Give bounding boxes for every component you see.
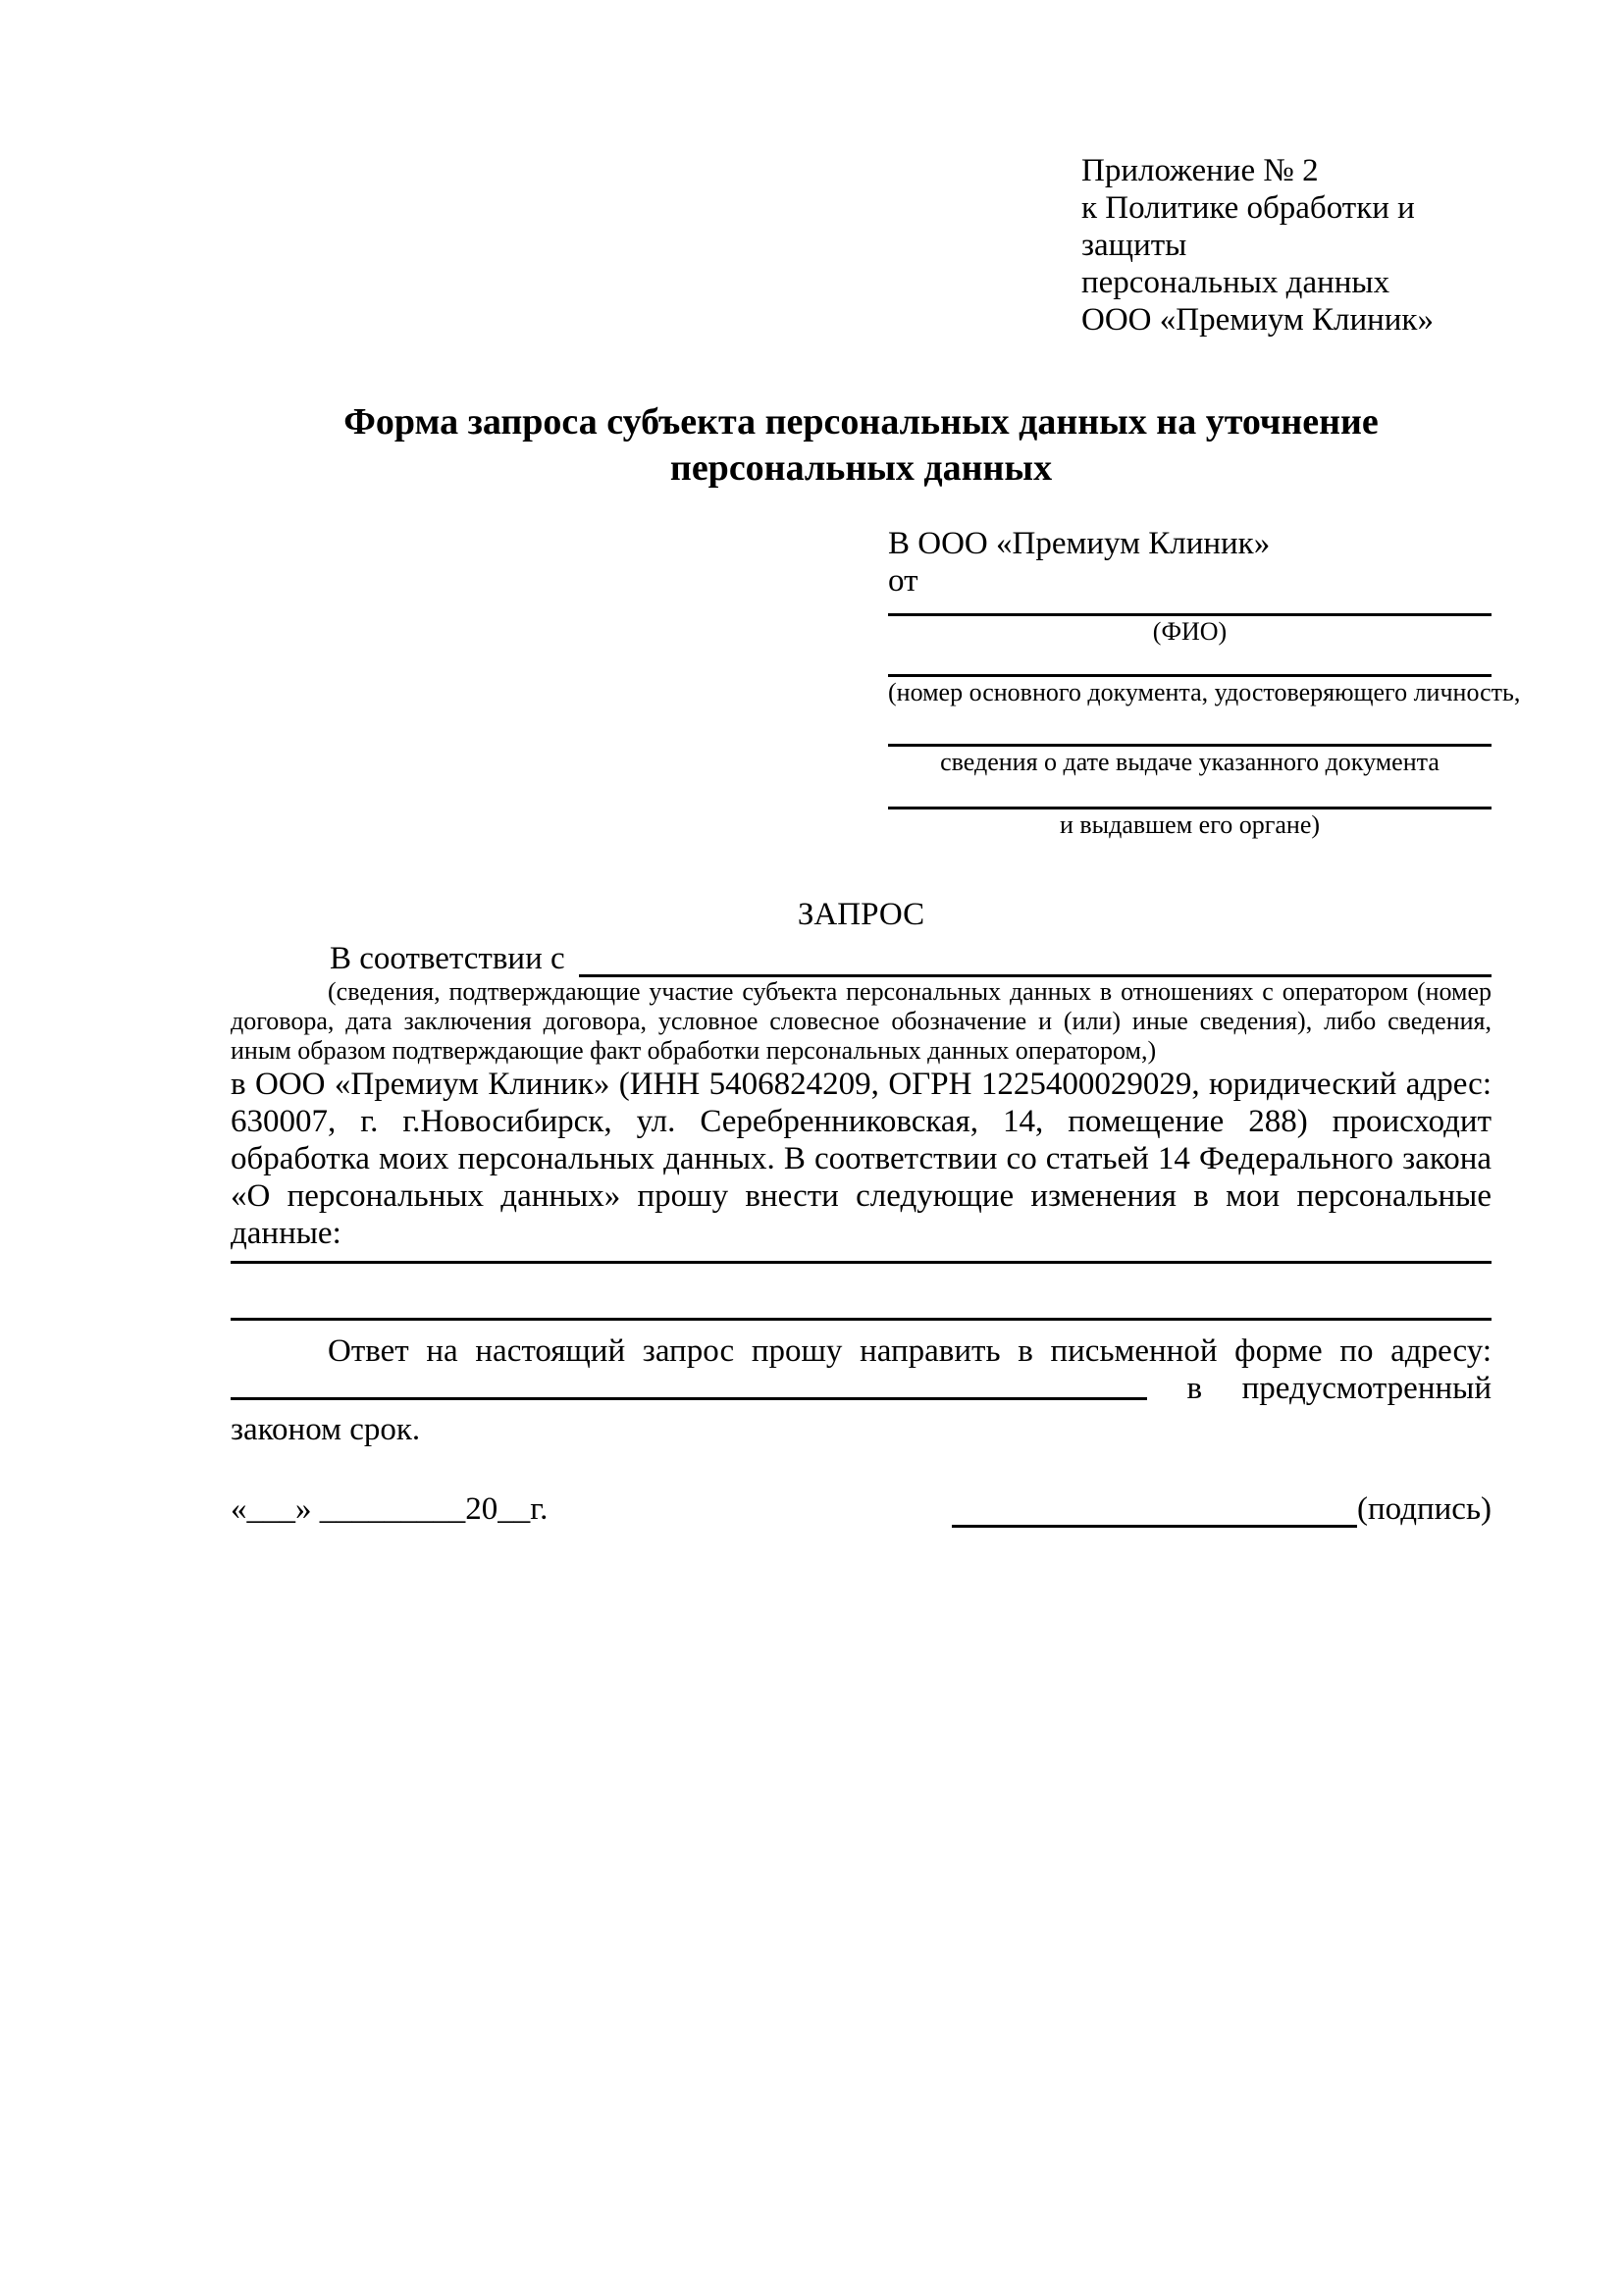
reply-tail-word: в: [1186, 1371, 1203, 1406]
issuing-authority-caption: и выдавшем его органе): [1059, 810, 1321, 839]
accordance-footnote: (сведения, подтверждающие участие субъекта персональных данных в отношениях с оператором (номер договора, дата заключения договора, условное словесное обозначение и (или) иные сведения), либо сведения, иным образом подтверждающие факт обработки персональных данных оператором,): [231, 977, 1492, 1065]
appendix-header-line: ООО «Премиум Клиник»: [1081, 302, 1434, 338]
reply-address-blank-line: [231, 1370, 1147, 1400]
reply-tail-word: предусмотренный: [1241, 1371, 1492, 1406]
document-number-caption: (номер основного документа, удостоверяющего личность,: [888, 678, 1521, 706]
accordance-label: В соответствии с: [330, 941, 565, 976]
fio-blank-line: [888, 600, 1492, 616]
accordance-blank-line: [579, 940, 1492, 977]
request-body-paragraph: в ООО «Премиум Клиник» (ИНН 5406824209, ОГРН 1225400029029, юридический адрес: 630007, г. г.Новосибирск, ул. Серебренниковская, 14, помещение 288) происходит обработка моих персональных данных. В соответствии со статьей 14 Федерального закона «О персональных данных» прошу внести следующие изменения в мои персональные данные:: [231, 1067, 1492, 1251]
reply-address-row: [231, 1370, 1492, 1411]
signature-blank-line: [952, 1499, 1357, 1528]
issue-date-blank-line: [888, 708, 1492, 747]
appendix-header: [1081, 152, 1492, 339]
changes-blank-line: [231, 1264, 1492, 1321]
changes-blank-line: [231, 1252, 1492, 1264]
fio-caption: (ФИО): [1152, 617, 1228, 646]
issuing-authority-blank-line: [888, 778, 1492, 809]
date-signature-row: [231, 1490, 1492, 1528]
addressee-block: [888, 525, 1521, 841]
reply-paragraph: Ответ на настоящий запрос прошу направить в письменной форме по адресу:: [328, 1333, 1492, 1369]
appendix-header-line: Приложение № 2: [1081, 153, 1319, 188]
request-heading: ЗАПРОС: [797, 897, 925, 932]
page-title-line: персональных данных: [669, 447, 1053, 489]
appendix-header-line: к Политике обработки и защиты: [1081, 190, 1415, 263]
page-title-line: Форма запроса субъекта персональных данных на уточнение: [343, 401, 1379, 443]
accordance-row: [231, 940, 1492, 977]
addressee-from-label: от: [888, 563, 918, 599]
signature-caption: (подпись): [1357, 1491, 1492, 1527]
signature-group: [952, 1490, 1492, 1528]
appendix-header-line: персональных данных: [1081, 265, 1390, 300]
issue-date-caption: сведения о дате выдаче указанного документа: [940, 748, 1440, 776]
date-blank-text: «___» _________20__г.: [231, 1491, 549, 1527]
addressee-to: В ООО «Премиум Клиник»: [888, 526, 1271, 561]
page-title: [231, 399, 1492, 492]
reply-end-line: законом срок.: [231, 1412, 421, 1447]
document-number-blank-line: [888, 648, 1492, 677]
